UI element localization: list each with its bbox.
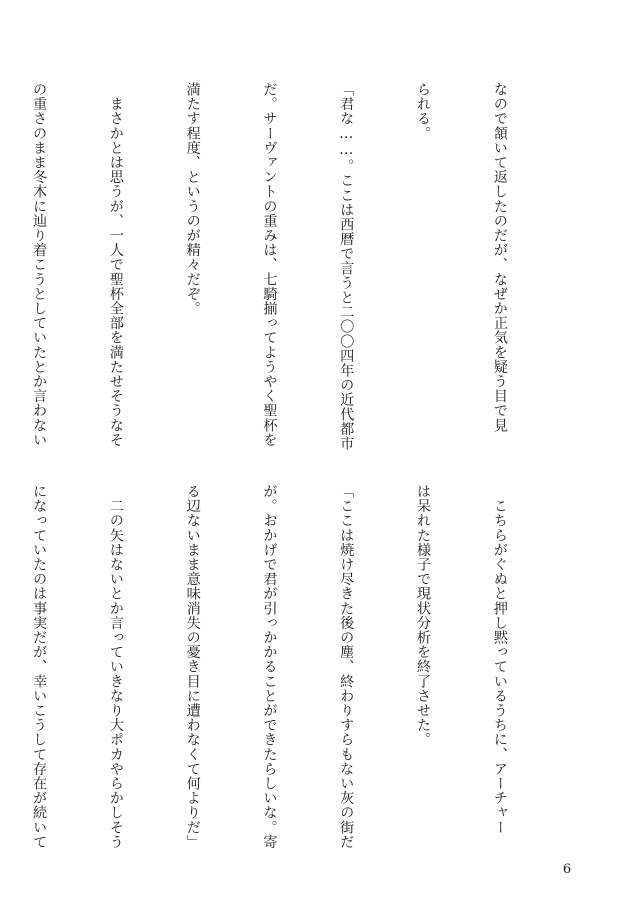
text-line: こちらがぐぬと押し黙っているうちに、アーチャー [491,484,508,835]
text-line: 「ここは焼け尽きた後の塵、終わりすらもない灰の街だ [338,484,355,849]
text-line: なので頷いて返したのだが、なぜか正気を疑う目で見 [491,82,508,433]
text-line: が。おかげで君が引っかかることができたらしいな。寄 [261,484,278,849]
text-line: の重さのまま冬木に辿り着こうとしていたとか言わない [31,82,48,447]
text-line: は呆れた様子で現状分析を終了させた。 [415,484,432,747]
text-line: 満たす程度、というのが精々だぞ。 [184,82,201,316]
text-line: 「君な……。ここは西暦で言うと二〇〇四年の近代都市 [338,82,355,451]
text-line: られる。 [415,82,432,141]
text-line: 二の矢はないとか言っていきなり大ポカやらかしそう [107,484,124,849]
text-line: まさかとは思うが、一人で聖杯全部を満たせそうなそ [107,82,124,447]
text-line: になっていたのは事実だが、幸いこうして存在が続いて [31,484,48,849]
bottom-text-block [31,484,563,849]
top-text-block [31,82,563,451]
text-line: る辺ないまま意味消失の憂き目に遭わなくて何よりだ」 [184,484,201,849]
page-number: 6 [562,862,572,877]
text-line: だ。サーヴァントの重みは、七騎揃ってようやく聖杯を [261,82,278,447]
